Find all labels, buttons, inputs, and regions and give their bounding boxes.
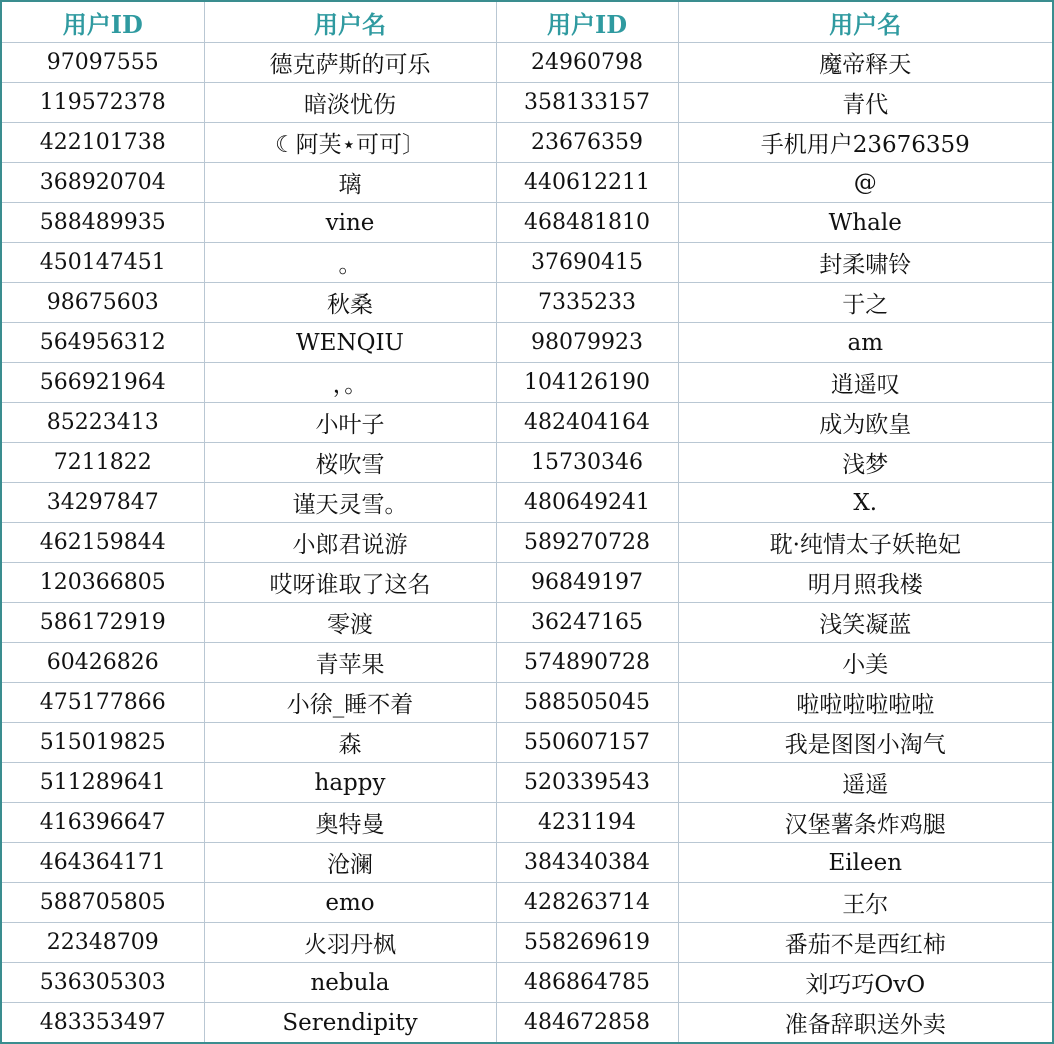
username-cell: Whale (678, 203, 1052, 243)
user-id-cell: 98675603 (2, 283, 204, 323)
user-id-cell: 558269619 (496, 923, 678, 963)
username-cell: 浅笑凝蓝 (678, 603, 1052, 643)
username-cell: 青代 (678, 83, 1052, 123)
username-cell: X. (678, 483, 1052, 523)
username-cell: 小美 (678, 643, 1052, 683)
username-cell: vine (204, 203, 496, 243)
user-id-cell: 475177866 (2, 683, 204, 723)
table-row (2, 763, 1052, 803)
username-cell: Eileen (678, 843, 1052, 883)
username-cell: 小叶子 (204, 403, 496, 443)
table-row (2, 323, 1052, 363)
username-cell: 哎呀谁取了这名 (204, 563, 496, 603)
user-id-cell: 586172919 (2, 603, 204, 643)
username-cell: 我是图图小淘气 (678, 723, 1052, 763)
user-id-cell: 588489935 (2, 203, 204, 243)
table-row (2, 363, 1052, 403)
username-cell: 明月照我楼 (678, 563, 1052, 603)
username-cell: 璃 (204, 163, 496, 203)
username-cell: 奥特曼 (204, 803, 496, 843)
header-user-id-1: 用户ID (2, 2, 204, 43)
table-row (2, 443, 1052, 483)
user-id-cell: 574890728 (496, 643, 678, 683)
user-id-cell: 450147451 (2, 243, 204, 283)
username-cell: 。 (204, 243, 496, 283)
username-cell: 浅梦 (678, 443, 1052, 483)
table-row (2, 283, 1052, 323)
user-id-cell: 384340384 (496, 843, 678, 883)
username-cell: 零渡 (204, 603, 496, 643)
username-cell: 成为欧皇 (678, 403, 1052, 443)
username-cell: happy (204, 763, 496, 803)
user-id-cell: 464364171 (2, 843, 204, 883)
user-id-cell: 484672858 (496, 1003, 678, 1043)
user-id-cell: 486864785 (496, 963, 678, 1003)
table-row (2, 923, 1052, 963)
username-cell: 遥遥 (678, 763, 1052, 803)
table-row (2, 843, 1052, 883)
user-id-cell: 15730346 (496, 443, 678, 483)
username-cell: 耽·纯情太子妖艳妃 (678, 523, 1052, 563)
username-cell: 王尔 (678, 883, 1052, 923)
user-id-cell: 7211822 (2, 443, 204, 483)
user-id-cell: 34297847 (2, 483, 204, 523)
user-id-cell: 462159844 (2, 523, 204, 563)
username-cell: 森 (204, 723, 496, 763)
user-id-cell: 22348709 (2, 923, 204, 963)
table-row (2, 203, 1052, 243)
user-id-cell: 96849197 (496, 563, 678, 603)
user-id-cell: 564956312 (2, 323, 204, 363)
user-id-cell: 358133157 (496, 83, 678, 123)
table-row (2, 963, 1052, 1003)
username-cell: Serendipity (204, 1003, 496, 1043)
username-cell: @ (678, 163, 1052, 203)
user-id-cell: 588505045 (496, 683, 678, 723)
user-id-cell: 24960798 (496, 43, 678, 83)
username-cell: am (678, 323, 1052, 363)
user-id-cell: 4231194 (496, 803, 678, 843)
username-cell: WENQIU (204, 323, 496, 363)
user-id-cell: 520339543 (496, 763, 678, 803)
username-cell: 魔帝释天 (678, 43, 1052, 83)
user-id-cell: 60426826 (2, 643, 204, 683)
user-id-cell: 482404164 (496, 403, 678, 443)
table-row (2, 803, 1052, 843)
header-username-1: 用户名 (204, 2, 496, 43)
user-id-cell: 515019825 (2, 723, 204, 763)
username-cell: 封柔啸铃 (678, 243, 1052, 283)
table-row (2, 523, 1052, 563)
header-row (2, 2, 1052, 43)
table-row (2, 603, 1052, 643)
username-cell: 小徐_睡不着 (204, 683, 496, 723)
username-cell: emo (204, 883, 496, 923)
user-id-cell: 97097555 (2, 43, 204, 83)
user-id-cell: 468481810 (496, 203, 678, 243)
user-id-cell: 440612211 (496, 163, 678, 203)
user-id-cell: 416396647 (2, 803, 204, 843)
username-cell: 沧澜 (204, 843, 496, 883)
user-id-cell: 98079923 (496, 323, 678, 363)
user-id-cell: 120366805 (2, 563, 204, 603)
user-id-cell: 536305303 (2, 963, 204, 1003)
username-cell: 暗淡忧伤 (204, 83, 496, 123)
user-id-cell: 588705805 (2, 883, 204, 923)
header-user-id-2: 用户ID (496, 2, 678, 43)
user-id-cell: 428263714 (496, 883, 678, 923)
table-row (2, 1003, 1052, 1043)
table-body (2, 43, 1052, 1043)
table-row (2, 243, 1052, 283)
username-cell: nebula (204, 963, 496, 1003)
table-row (2, 483, 1052, 523)
username-cell: 手机用户23676359 (678, 123, 1052, 163)
user-id-cell: 119572378 (2, 83, 204, 123)
username-cell: 准备辞职送外卖 (678, 1003, 1052, 1043)
username-cell: 番茄不是西红柿 (678, 923, 1052, 963)
table-row (2, 163, 1052, 203)
table-row (2, 683, 1052, 723)
username-cell: 谨天灵雪。 (204, 483, 496, 523)
username-cell: ☾阿芙⋆可可〕 (204, 123, 496, 163)
user-id-cell: 550607157 (496, 723, 678, 763)
username-cell: 青苹果 (204, 643, 496, 683)
table-row (2, 883, 1052, 923)
username-cell: 啦啦啦啦啦啦 (678, 683, 1052, 723)
username-cell: 于之 (678, 283, 1052, 323)
username-cell: 火羽丹枫 (204, 923, 496, 963)
user-id-cell: 589270728 (496, 523, 678, 563)
username-cell: 秋桑 (204, 283, 496, 323)
table-row (2, 123, 1052, 163)
header-username-2: 用户名 (678, 2, 1052, 43)
username-cell: 德克萨斯的可乐 (204, 43, 496, 83)
username-cell: 刘巧巧OvO (678, 963, 1052, 1003)
table-row (2, 563, 1052, 603)
table-row (2, 723, 1052, 763)
user-id-cell: 483353497 (2, 1003, 204, 1043)
user-table (2, 2, 1052, 1042)
table-row (2, 643, 1052, 683)
table-row (2, 403, 1052, 443)
user-id-cell: 104126190 (496, 363, 678, 403)
user-id-cell: 37690415 (496, 243, 678, 283)
user-id-cell: 422101738 (2, 123, 204, 163)
user-id-cell: 23676359 (496, 123, 678, 163)
username-cell: 小郎君说游 (204, 523, 496, 563)
user-id-cell: 7335233 (496, 283, 678, 323)
user-id-cell: 36247165 (496, 603, 678, 643)
user-id-cell: 480649241 (496, 483, 678, 523)
username-cell: 逍遥叹 (678, 363, 1052, 403)
user-id-cell: 566921964 (2, 363, 204, 403)
username-cell: 汉堡薯条炸鸡腿 (678, 803, 1052, 843)
username-cell: ，。 (204, 363, 496, 403)
user-id-cell: 511289641 (2, 763, 204, 803)
table-row (2, 83, 1052, 123)
user-id-cell: 85223413 (2, 403, 204, 443)
username-cell: 桜吹雪 (204, 443, 496, 483)
table-row (2, 43, 1052, 83)
user-id-cell: 368920704 (2, 163, 204, 203)
